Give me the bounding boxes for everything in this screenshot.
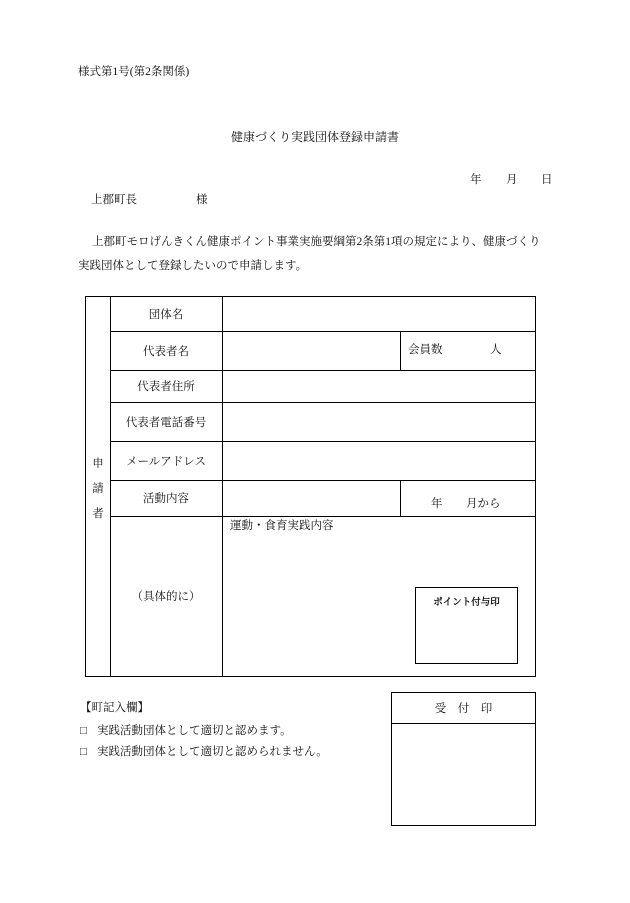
form-title: 健康づくり実践団体登録申請書	[230, 130, 399, 144]
reject-checkbox[interactable]: □	[80, 746, 87, 758]
date-year-label: 年	[470, 174, 482, 186]
activity-start-year-label: 年	[431, 498, 443, 510]
activity-label: 活動内容	[143, 493, 189, 505]
addressee-honorific: 様	[196, 194, 208, 206]
reject-option-text: 実践活動団体として適切と認められません。	[97, 746, 328, 758]
body-line-1: 上郡町モロげんきくん健康ポイント事業実施要綱第2条第1項の規定により、健康づくり	[92, 236, 541, 248]
representative-name-label: 代表者名	[143, 345, 189, 358]
email-label: メールアドレス	[126, 455, 206, 468]
applicant-side-label	[86, 452, 110, 527]
side-label-char: 請	[92, 483, 104, 495]
side-label-char: 申	[92, 458, 104, 470]
member-count-label: 会員数	[408, 344, 443, 356]
approve-option-text: 実践活動団体として適切と認めます。	[97, 725, 292, 737]
details-label: （具体的に）	[131, 591, 201, 603]
date-day-label: 日	[541, 174, 553, 186]
activity-field[interactable]	[223, 481, 400, 516]
office-use-heading: 【町記入欄】	[80, 702, 149, 714]
member-count-unit: 人	[490, 344, 502, 356]
point-stamp-box	[415, 587, 518, 664]
form-number: 様式第1号(第2条関係)	[78, 66, 190, 78]
representative-address-label: 代表者住所	[137, 381, 195, 393]
reception-stamp-box	[391, 692, 536, 826]
group-name-label: 団体名	[148, 308, 184, 321]
activity-start-month-label: 月から	[466, 498, 501, 510]
addressee-name: 上郡町長	[91, 194, 137, 206]
side-label-char: 者	[92, 508, 104, 520]
point-stamp-label: ポイント付与印	[433, 597, 500, 608]
approve-checkbox[interactable]: □	[80, 725, 87, 737]
group-name-field[interactable]	[223, 297, 535, 331]
representative-name-field[interactable]	[223, 332, 400, 370]
body-line-2: 実践団体として登録したいので申請します。	[78, 260, 308, 272]
details-heading: 運動・食育実践内容	[230, 520, 334, 532]
representative-phone-field[interactable]	[223, 403, 535, 441]
reception-stamp-label: 受 付 印	[392, 693, 535, 724]
email-field[interactable]	[223, 442, 535, 480]
date-month-label: 月	[506, 174, 518, 186]
representative-phone-label: 代表者電話番号	[125, 416, 207, 429]
representative-address-field[interactable]	[223, 371, 535, 402]
